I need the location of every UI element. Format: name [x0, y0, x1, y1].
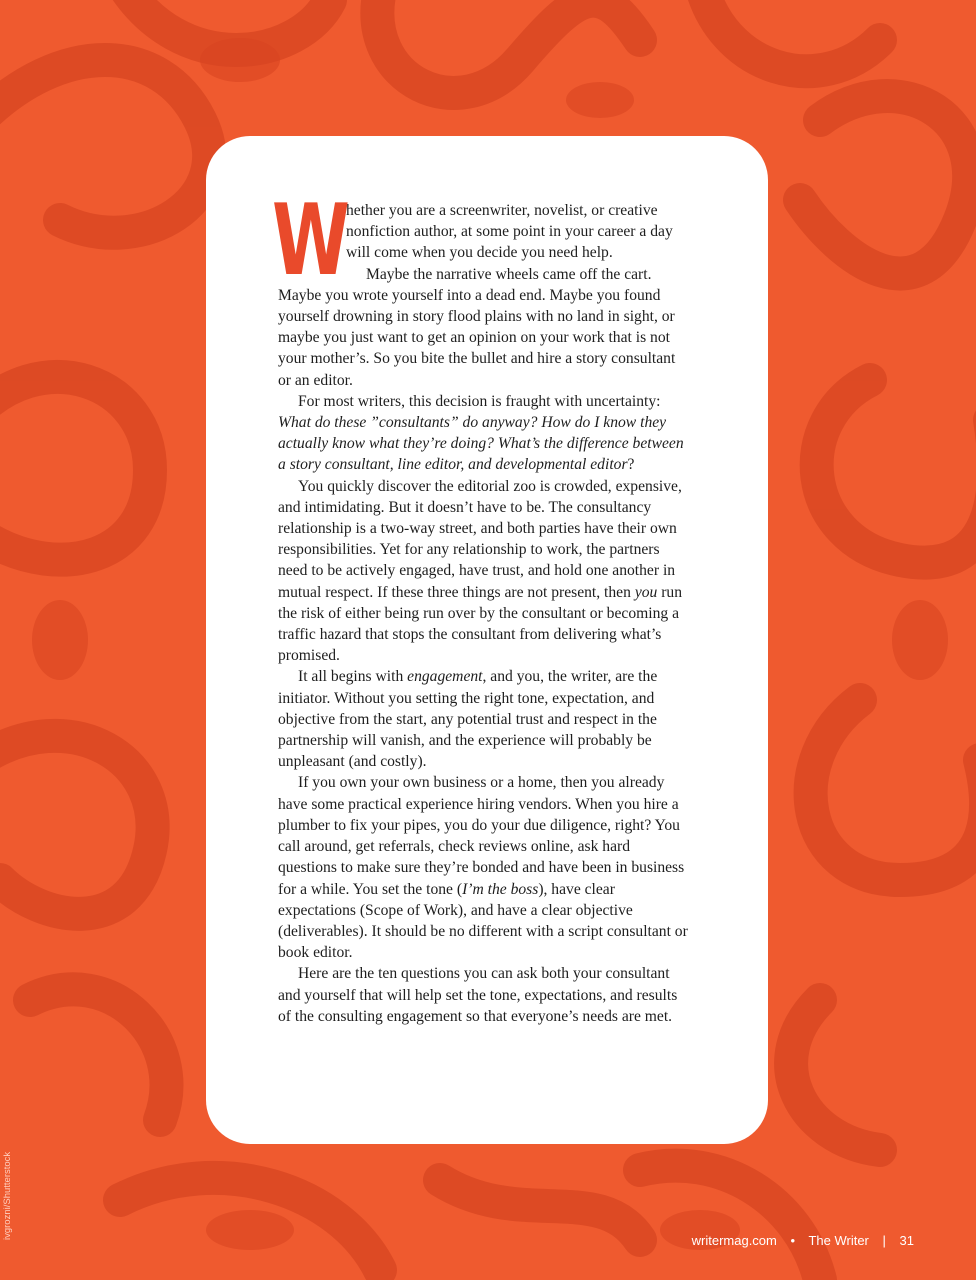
article-body — [272, 184, 692, 1027]
paragraph-6: If you own your own business or a home, then you already have some practical experience hiring vendors. When you hire a plumber to fix your pipes, you do your due diligence, right? You call around, get referrals, check reviews online, ask hard questions to make sure they’re bonded and have been in business for a while. You set the tone (I’m the boss), have clear expectations (Scope of Work), and have a clear objective (deliverables). It should be no different with a script consultant or book editor. — [278, 774, 688, 962]
paragraph-7: Here are the ten questions you can ask both your consultant and yourself that will help set the tone, expectations, and results of the consulting engagement so that everyone’s needs are met. — [278, 965, 678, 1025]
photo-credit: ivgrozni/Shutterstock — [2, 1151, 13, 1240]
paragraph-2: Maybe the narrative wheels came off the cart. Maybe you wrote yourself into a dead end. Maybe you found yourself drowning in story flood plains with no land in sight, or maybe you just want to get an opinion on your work that is not your mother’s. So you bite the bullet and hire a story consultant or an editor. — [278, 265, 676, 389]
paragraph-1: W hether you are a screenwriter, novelist, or creative nonfiction author, at some point in your career a day will come when you decide you need help. — [272, 184, 673, 298]
footer-site: writermag.com — [691, 1233, 777, 1248]
footer-divider: | — [882, 1233, 886, 1248]
footer-bullet: • — [790, 1233, 796, 1248]
page-footer — [692, 1233, 914, 1248]
page-number: 31 — [899, 1233, 914, 1248]
footer-magazine: The Writer — [808, 1233, 869, 1248]
paragraph-5: It all begins with engagement, and you, the writer, are the initiator. Without you setting the right tone, expectation, and objective from the start, any potential trust and respect in the partnership will vanish, and the experience will probably be unpleasant (and costly). — [278, 668, 658, 771]
drop-cap: W — [272, 184, 349, 298]
paragraph-4: You quickly discover the editorial zoo is crowded, expensive, and intimidating. But it doesn’t have to be. The consultancy relationship is a two-way street, and both parties have their own responsibilities. Yet for any relationship to work, the partners need to be actively engaged, have trust, and hold one another in mutual respect. If these three things are not present, then you run the risk of either being run over by the consultant or becoming a traffic hazard that stops the consultant from delivering what’s promised. — [278, 477, 683, 665]
paragraph-3: For most writers, this decision is fraught with uncertainty: What do these ”consultants” do anyway? How do I know they actually know what they’re doing? What’s the difference between a story consultant, line editor, and developmental editor? — [278, 392, 684, 474]
